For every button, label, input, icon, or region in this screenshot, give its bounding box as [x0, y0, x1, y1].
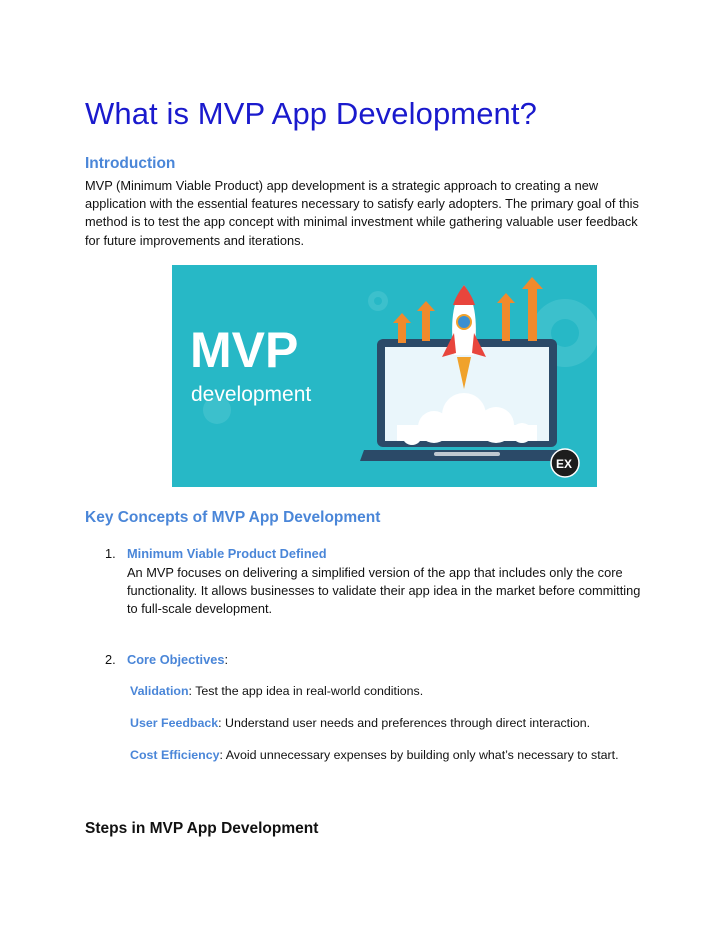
- objective-text: : Avoid unnecessary expenses by building only what’s necessary to start.: [219, 748, 619, 762]
- list-item-title: [127, 652, 228, 667]
- list-item-title: Minimum Viable Product Defined: [127, 546, 327, 561]
- page-title: What is MVP App Development?: [85, 96, 537, 131]
- objective-text: : Understand user needs and preferences through direct interaction.: [218, 716, 591, 730]
- list-number: 2.: [105, 652, 116, 667]
- key-concepts-heading: Key Concepts of MVP App Development: [85, 509, 381, 526]
- objective-text: : Test the app idea in real-world conditions.: [188, 684, 424, 698]
- mvp-illustration: [172, 265, 597, 487]
- objective-cost-efficiency: [130, 748, 619, 762]
- objective-key: Validation: [130, 684, 189, 698]
- rocket-icon: [442, 285, 486, 357]
- ex-badge-text: EX: [556, 457, 573, 471]
- objective-key: User Feedback: [130, 716, 219, 730]
- list-number: 1.: [105, 546, 116, 561]
- intro-paragraph: MVP (Minimum Viable Product) app development is a strategic approach to creating a new application with the essential features necessary to satisfy early adopters. The primary goal of this method is to test the app concept with minimal investment while gathering valuable user feedback for future improvements and iterations.: [85, 178, 639, 248]
- steps-heading: Steps in MVP App Development: [85, 820, 319, 837]
- development-wordmark: development: [191, 383, 312, 406]
- list-item-text: An MVP focuses on delivering a simplified version of the app that includes only the core functionality. It allows businesses to validate their app idea in the market before committing to full-scale development.: [127, 565, 641, 617]
- mvp-hero-image: [172, 265, 597, 487]
- objective-user-feedback: [130, 716, 590, 730]
- objective-validation: [130, 684, 423, 698]
- objective-key: Cost Efficiency: [130, 748, 220, 762]
- core-objectives-label: Core Objectives: [127, 652, 225, 667]
- intro-heading: Introduction: [85, 155, 176, 172]
- colon: :: [224, 652, 229, 667]
- mvp-wordmark: MVP: [190, 322, 299, 378]
